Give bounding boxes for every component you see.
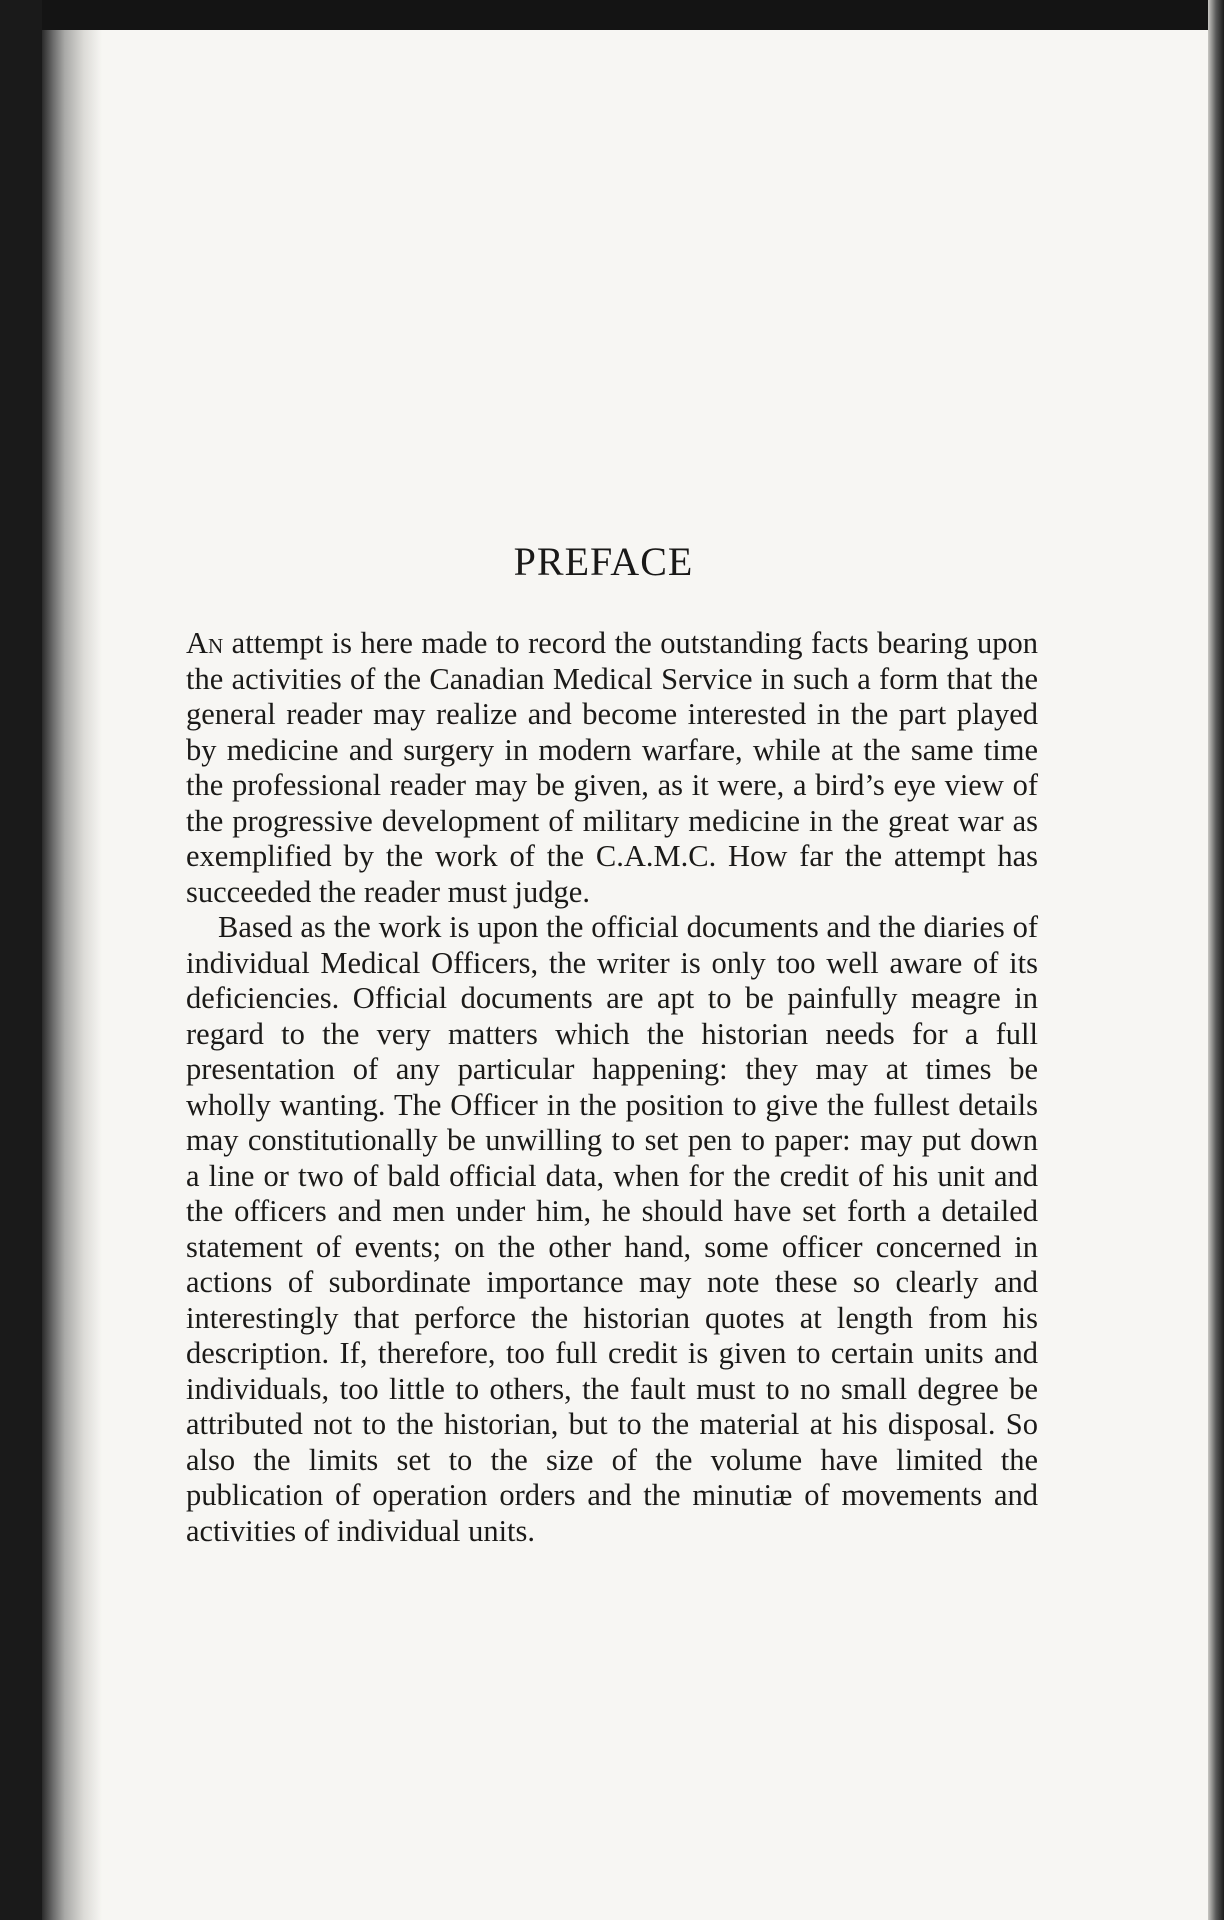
paragraph-1 bbox=[186, 626, 1038, 910]
book-page bbox=[102, 30, 1208, 1920]
paragraph-2 bbox=[186, 910, 1038, 1549]
paragraph-1-text: attempt is here made to record the outstanding facts bearing upon the activities of the Canadian Medical Service in such a form that the general reader may realize and become interested in the part played by medicine and surgery in modern warfare, while at the same time the professional reader may be given, as it were, a bird’s eye view of the progressive development of military medicine in the great war as exemplified by the work of the C.A.M.C. How far the attempt has succeeded the reader must judge. bbox=[186, 626, 1038, 909]
scan-left-border bbox=[0, 0, 42, 1920]
scan-right-border bbox=[1208, 0, 1224, 1920]
book-gutter-shadow bbox=[42, 30, 102, 1920]
page-title: PREFACE bbox=[513, 539, 694, 584]
paragraph-1-lead: An bbox=[186, 626, 224, 660]
preface-body bbox=[186, 626, 1038, 1549]
paragraph-2-text: Based as the work is upon the official documents and the diaries of individual Medical Officers, the writer is only too well aware of its deficiencies. Official documents are apt to be painfully meagre in regard to the very matters which the historian needs for a full presentation of any particular happening: they may at times be wholly wanting. The Officer in the position to give the fullest details may constitutionally be unwilling to set pen to paper: may put down a line or two of bald official data, when for the credit of his unit and the officers and men under him, he should have set forth a detailed statement of events; on the other hand, some officer concerned in actions of subordinate importance may note these so clearly and interestingly that perforce the historian quotes at length from his description. If, therefore, too full credit is given to certain units and individuals, too little to others, the fault must to no small degree be attributed not to the historian, but to the material at his disposal. So also the limits set to the size of the volume have limited the publication of operation orders and the minutiæ of movements and activities of individual units. bbox=[186, 910, 1038, 1548]
scan-top-border bbox=[0, 0, 1224, 30]
